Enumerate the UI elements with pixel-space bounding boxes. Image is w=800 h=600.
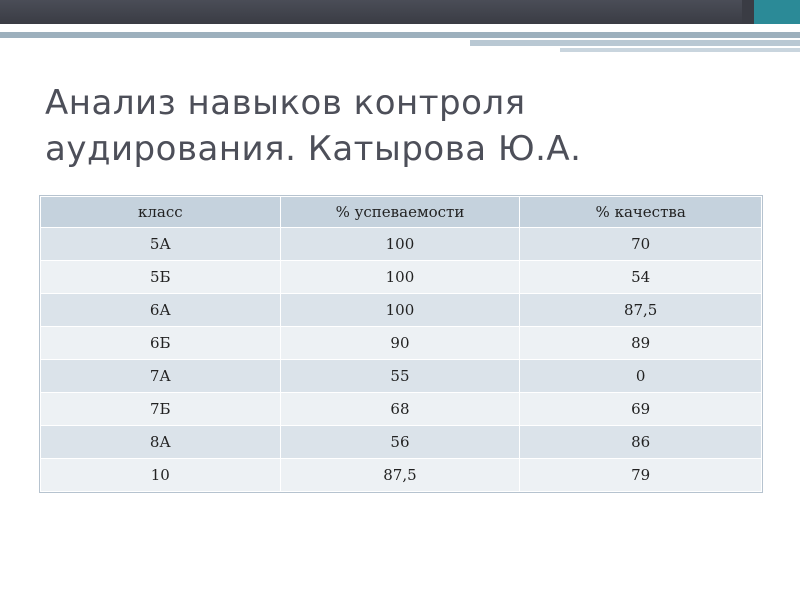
cell-success-rate: 100 <box>280 228 520 261</box>
slide-title-line-1: Анализ навыков контроля <box>45 83 526 123</box>
top-decorative-bar <box>0 0 800 24</box>
cell-quality-rate: 86 <box>520 426 762 459</box>
cell-quality-rate: 0 <box>520 360 762 393</box>
cell-class: 7Б <box>41 393 281 426</box>
table-row <box>41 393 762 426</box>
header-class: класс <box>41 197 281 228</box>
header-quality-rate: % качества <box>520 197 762 228</box>
table-row <box>41 294 762 327</box>
slide-title-line-2: аудирования. Катырова Ю.А. <box>45 129 582 169</box>
table-row <box>41 426 762 459</box>
cell-success-rate: 100 <box>280 261 520 294</box>
decorative-line <box>560 48 800 52</box>
cell-success-rate: 90 <box>280 327 520 360</box>
cell-success-rate: 87,5 <box>280 459 520 492</box>
cell-quality-rate: 79 <box>520 459 762 492</box>
cell-class: 6А <box>41 294 281 327</box>
cell-class: 6Б <box>41 327 281 360</box>
cell-class: 5А <box>41 228 281 261</box>
slide-title <box>45 80 745 172</box>
cell-class: 5Б <box>41 261 281 294</box>
table-row <box>41 459 762 492</box>
cell-success-rate: 56 <box>280 426 520 459</box>
table-row <box>41 360 762 393</box>
cell-success-rate: 55 <box>280 360 520 393</box>
cell-success-rate: 100 <box>280 294 520 327</box>
table-row <box>41 261 762 294</box>
cell-class: 10 <box>41 459 281 492</box>
cell-quality-rate: 70 <box>520 228 762 261</box>
cell-quality-rate: 87,5 <box>520 294 762 327</box>
table-header-row <box>41 197 762 228</box>
decorative-line <box>0 32 800 38</box>
table-row <box>41 327 762 360</box>
table-row <box>41 228 762 261</box>
corner-accent <box>742 0 800 24</box>
header-success-rate: % успеваемости <box>280 197 520 228</box>
cell-class: 7А <box>41 360 281 393</box>
cell-quality-rate: 89 <box>520 327 762 360</box>
cell-quality-rate: 54 <box>520 261 762 294</box>
cell-success-rate: 68 <box>280 393 520 426</box>
cell-quality-rate: 69 <box>520 393 762 426</box>
cell-class: 8А <box>41 426 281 459</box>
results-table <box>40 196 762 492</box>
decorative-line <box>470 40 800 46</box>
